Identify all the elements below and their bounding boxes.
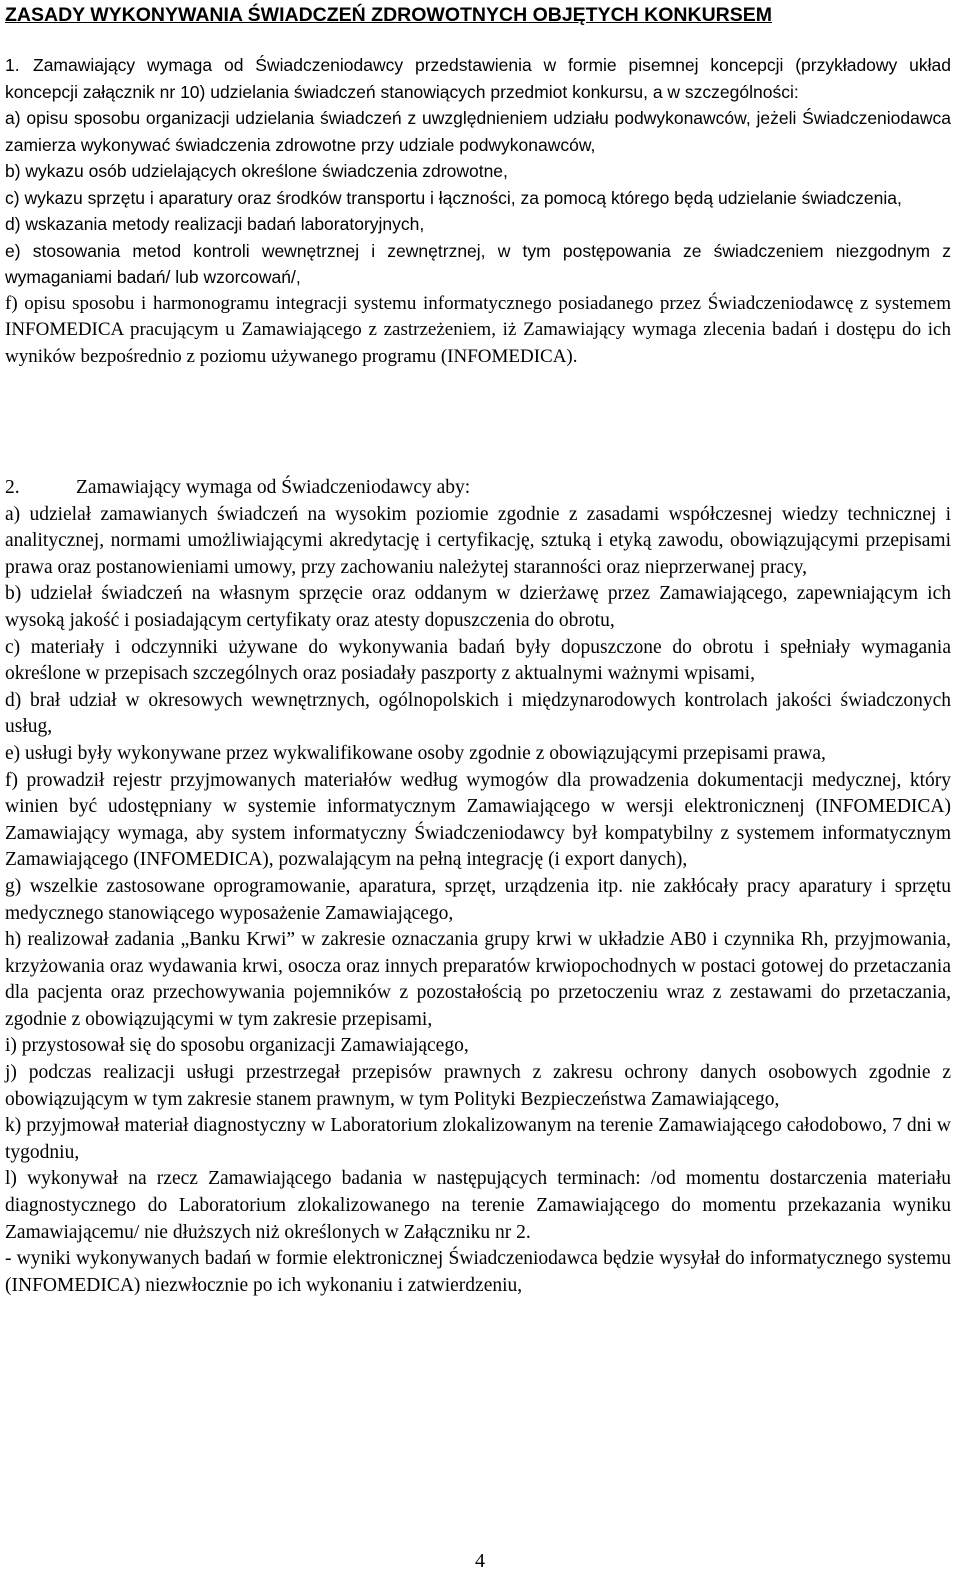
section-2-intro-text: Zamawiający wymaga od Świadczeniodawcy aby: [76,477,471,498]
document-title: ZASADY WYKONYWANIA ŚWIADCZEŃ ZDROWOTNYCH OBJĘTYCH KONKURSEM [5,4,773,26]
section-2-item-a: a) udzielał zamawianych świadczeń na wysokim poziomie zgodnie z zasadami współczesnej wiedzy technicznej i analitycznej, normami umożliwiającymi akredytację i certyfikację, sztuką i etyką zawodu, obowiązującymi przepisami prawa oraz postanowieniami umowy, przy zachowaniu należytej staranności oraz nieprzerwanej pracy, [5,503,951,578]
section-2-item-d: d) brał udział w okresowych wewnętrznych, ogólnopolskich i międzynarodowych kontrolach jakości świadczonych usług, [5,689,951,738]
section-2-number: 2. [5,477,20,498]
section-2-item-e: e) usługi były wykonywane przez wykwalifikowane osoby zgodnie z obowiązującymi przepisami prawa, [5,742,826,764]
section-1-item-b: b) wykazu osób udzielających określone świadczenia zdrowotne, [5,161,508,181]
page-number: 4 [475,1550,485,1572]
section-1-item-e: e) stosowania metod kontroli wewnętrznej i zewnętrznej, w tym postępowania ze świadczeniem niezgodnym z wymaganiami badań/ lub wzorcowań/, [5,240,951,287]
section-1-item-c: c) wykazu sprzętu i aparatury oraz środków transportu i łączności, za pomocą którego będą udzielanie świadczenia, [5,187,902,208]
section-1 [5,52,951,370]
section-1-item-f: f) opisu sposobu i harmonogramu integracji systemu informatycznego posiadanego przez Świadczeniodawcę z systemem INFOMEDICA pracującym u Zamawiającego z zastrzeżeniem, iż Zamawiający wymaga zlecenia badań i dostępu do ich wyników bezpośrednio z poziomu używanego programu (INFOMEDICA). [5,292,951,367]
section-1-intro-text: Zamawiający wymaga od Świadczeniodawcy przedstawienia w formie pisemnej koncepcji (przykładowy układ koncepcji załącznik nr 10) udzielania świadczeń stanowiących przedmiot konkursu, a w szczególności: [5,55,951,102]
section-2-item-k: k) przyjmował materiał diagnostyczny w Laboratorium zlokalizowanym na terenie Zamawiającego całodobowo, 7 dni w tygodniu, [5,1115,951,1163]
section-1-number: 1. [5,55,20,75]
section-2-item-b: b) udzielał świadczeń na własnym sprzęcie oraz oddanym w dzierżawę przez Zamawiającego, zapewniającym ich wysoką jakość i posiadającym certyfikaty oraz atesty dopuszczenia do obrotu, [5,583,951,631]
section-2-item-g: g) wszelkie zastosowane oprogramowanie, aparatura, sprzęt, urządzenia itp. nie zakłócały pracy aparatury i sprzętu medycznego stanowiącego wyposażenie Zamawiającego, [5,875,951,924]
section-2-item-l: l) wykonywał na rzecz Zamawiającego badania w następujących terminach: /od momentu dostarczenia materiału diagnostycznego do Laboratorium zlokalizowanego na terenie Zamawiającego do momentu przekazania wyniku Zamawiającemu/ nie dłuższych niż określonych w Załączniku nr 2. [5,1168,951,1243]
section-1-intro [5,52,951,105]
section-2 [5,475,951,1299]
section-2-item-j: j) podczas realizacji usługi przestrzegał przepisów prawnych z zakresu ochrony danych osobowych zgodnie z obowiązującym w tym zakresie stanem prawnym, w tym Polityki Bezpieczeństwa Zamawiającego, [5,1062,951,1110]
section-2-dash-item: - wyniki wykonywanych badań w formie elektronicznej Świadczeniodawca będzie wysyłał do informatycznego systemu (INFOMEDICA) niezwłocznie po ich wykonaniu i zatwierdzeniu, [5,1248,951,1296]
section-2-item-i: i) przystosował się do sposobu organizacji Zamawiającego, [5,1035,469,1057]
section-2-item-h: h) realizował zadania „Banku Krwi” w zakresie oznaczania grupy krwi w układzie AB0 i czynnika Rh, przyjmowania, krzyżowania oraz wydawania krwi, osocza oraz innych preparatów krwiopochodnych w postaci gotowej do przetaczania dla pacjenta oraz przechowywania pojemników z pozostałością po przetoczeniu wraz z zestawami do przetaczania, zgodnie z obowiązującymi w tym zakresie przepisami, [5,929,951,1030]
section-2-intro [5,475,951,502]
section-2-item-f: f) prowadził rejestr przyjmowanych materiałów według wymogów dla prowadzenia dokumentacji medycznej, który winien być udostępniany w systemie informatycznym Zamawiającego w wersji elektronicznenj (INFOMEDICA) Zamawiający wymaga, aby system informatyczny Świadczeniodawcy był kompatybilny z systemem informatycznym Zamawiającego (INFOMEDICA), pozwalającym na pełną integrację (i export danych), [5,769,951,871]
section-1-item-d: d) wskazania metody realizacji badań laboratoryjnych, [5,214,425,234]
section-2-item-c: c) materiały i odczynniki używane do wykonywania badań były dopuszczone do obrotu i spełniały wymagania określone w przepisach szczególnych oraz posiadały paszporty z aktualnymi ważnymi wpisami, [5,636,951,685]
section-1-item-a: a) opisu sposobu organizacji udzielania świadczeń z uwzględnieniem udziału podwykonawców, jeżeli Świadczeniodawca zamierza wykonywać świadczenia zdrowotne przy udziale podwykonawców, [5,108,951,155]
